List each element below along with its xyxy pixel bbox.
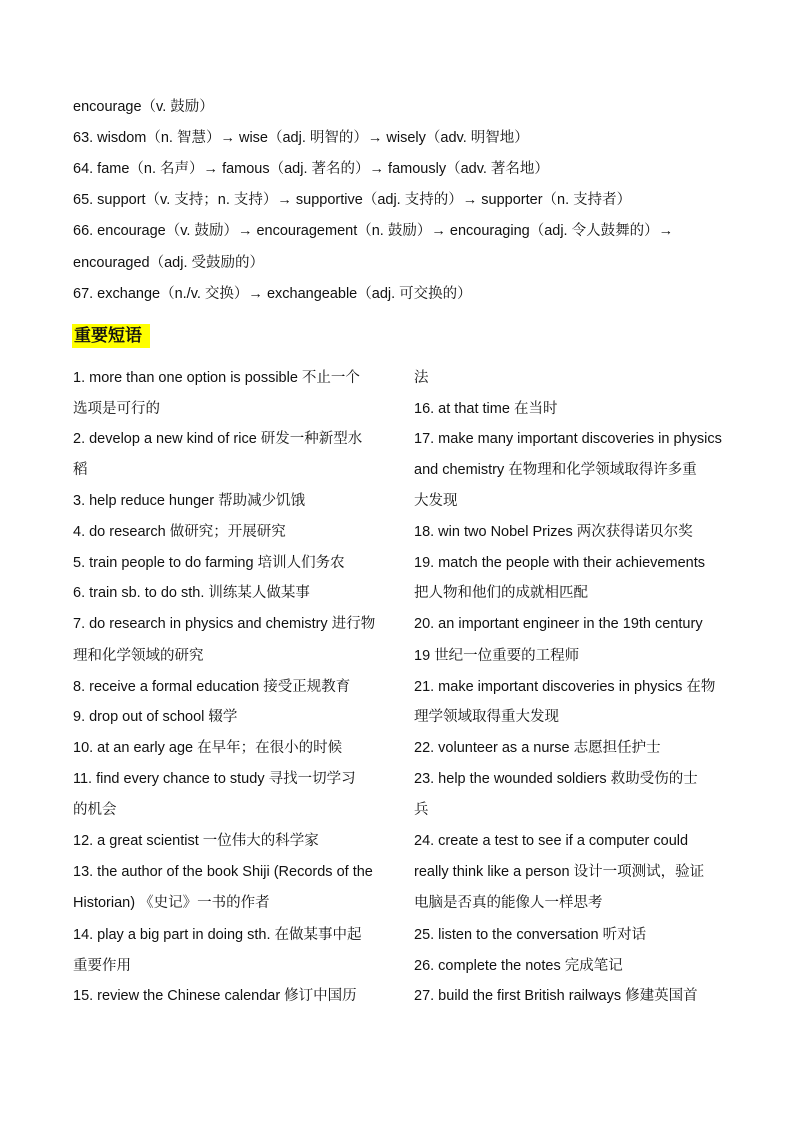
phrase-line: 6. train sb. to do sth. 训练某人做某事: [73, 585, 310, 601]
word-form-line: 64. fame（n. 名声）→ famous（adj. 著名的）→ famously（adv. 著名地）: [73, 161, 549, 177]
phrase-line: really think like a person 设计一项测试，验证: [414, 864, 705, 880]
section-heading: 重要短语: [72, 324, 150, 348]
phrase-line: 8. receive a formal education 接受正规教育: [73, 679, 351, 695]
phrase-line: 电脑是否真的能像人一样思考: [414, 895, 603, 911]
phrase-line: 5. train people to do farming 培训人们务农: [73, 555, 345, 571]
phrase-line: 4. do research 做研究；开展研究: [73, 524, 286, 540]
word-form-line: encouraged（adj. 受鼓励的）: [73, 255, 264, 271]
phrase-line: 11. find every chance to study 寻找一切学习: [73, 771, 356, 787]
phrase-line: 18. win two Nobel Prizes 两次获得诺贝尔奖: [414, 524, 693, 540]
phrase-line: 的机会: [73, 802, 117, 818]
phrase-line: 23. help the wounded soldiers 救助受伤的士: [414, 771, 698, 787]
phrase-line: 12. a great scientist 一位伟大的科学家: [73, 833, 319, 849]
phrase-line: 13. the author of the book Shiji (Records of the: [73, 864, 373, 880]
phrase-line: and chemistry 在物理和化学领域取得许多重: [414, 462, 697, 478]
phrase-line: 选项是可行的: [73, 401, 160, 417]
phrase-line: 27. build the first British railways 修建英国首: [414, 988, 698, 1004]
phrase-line: 9. drop out of school 辍学: [73, 709, 238, 725]
phrase-line: 理学领域取得重大发现: [414, 709, 559, 725]
phrase-line: Historian) 《史记》一书的作者: [73, 895, 270, 911]
phrase-line: 重要作用: [73, 958, 131, 974]
phrase-line: 25. listen to the conversation 听对话: [414, 927, 647, 943]
word-form-line: 66. encourage（v. 鼓励）→ encouragement（n. 鼓励）→ encouraging（adj. 令人鼓舞的）→: [73, 223, 674, 239]
phrase-line: 10. at an early age 在早年；在很小的时候: [73, 740, 343, 756]
phrase-line: 26. complete the notes 完成笔记: [414, 958, 623, 974]
phrase-line: 稻: [73, 462, 88, 478]
phrase-line: 17. make many important discoveries in physics: [414, 431, 722, 447]
phrase-line: 20. an important engineer in the 19th century: [414, 616, 703, 632]
phrase-line: 15. review the Chinese calendar 修订中国历: [73, 988, 357, 1004]
phrase-line: 理和化学领域的研究: [73, 648, 204, 664]
phrase-line: 14. play a big part in doing sth. 在做某事中起: [73, 927, 362, 943]
phrase-line: 19. match the people with their achievements: [414, 555, 705, 571]
phrase-line: 大发现: [414, 493, 458, 509]
phrase-line: 把人物和他们的成就相匹配: [414, 585, 588, 601]
phrase-line: 1. more than one option is possible 不止一个: [73, 370, 360, 386]
phrase-line: 16. at that time 在当时: [414, 401, 558, 417]
word-form-line: 63. wisdom（n. 智慧）→ wise（adj. 明智的）→ wisely（adv. 明智地）: [73, 130, 529, 146]
phrase-line: 21. make important discoveries in physics 在物: [414, 679, 716, 695]
phrase-line: 7. do research in physics and chemistry 进行物: [73, 616, 376, 632]
phrase-line: 3. help reduce hunger 帮助减少饥饿: [73, 493, 306, 509]
phrase-line: 19 世纪一位重要的工程师: [414, 648, 580, 664]
phrase-line: 法: [414, 370, 429, 386]
word-form-line: 65. support（v. 支持；n. 支持）→ supportive（adj. 支持的）→ supporter（n. 支持者）: [73, 192, 632, 208]
phrase-line: 22. volunteer as a nurse 志愿担任护士: [414, 740, 661, 756]
phrase-line: 兵: [414, 802, 429, 818]
word-form-line: encourage（v. 鼓励）: [73, 99, 214, 115]
word-form-line: 67. exchange（n./v. 交换）→ exchangeable（adj. 可交换的）: [73, 286, 472, 302]
phrase-line: 2. develop a new kind of rice 研发一种新型水: [73, 431, 363, 447]
phrase-line: 24. create a test to see if a computer could: [414, 833, 689, 849]
